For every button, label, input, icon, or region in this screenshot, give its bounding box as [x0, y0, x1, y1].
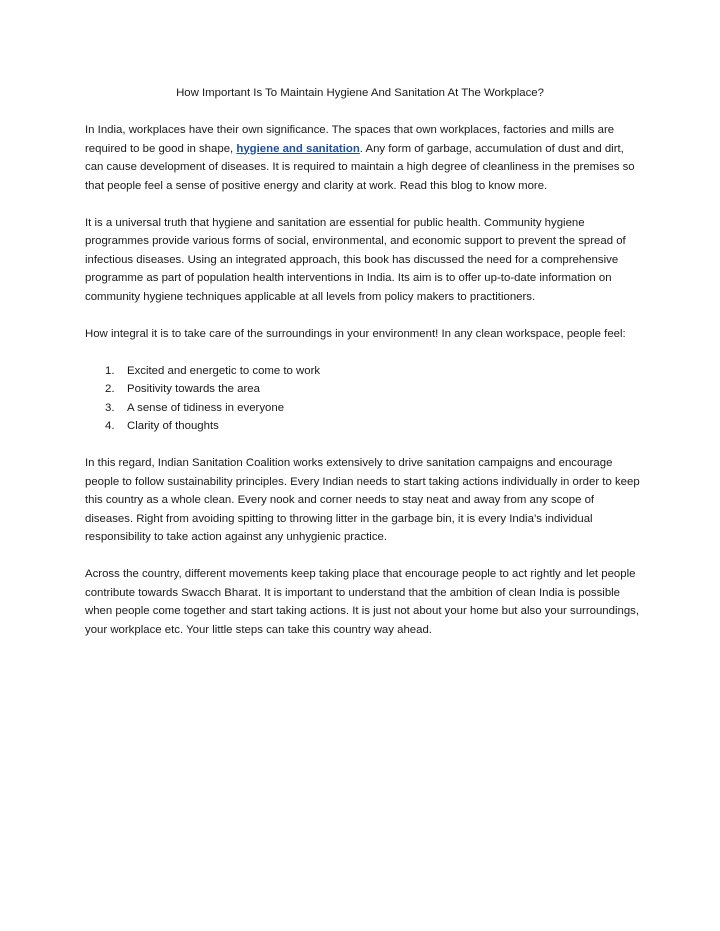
paragraph-intro-text-after: . Any form of garbage, accumulation of dust and dirt, can cause development of diseases. It is required to maintain a high degree of cleanliness in the premises so that people feel a sense of positive energy and clarity at work. Read this blog to know more.	[85, 142, 635, 192]
paragraph-intro-text-before: In India, workplaces have their own significance. The spaces that own workplaces, factories and mills are required to be good in shape,	[85, 124, 615, 155]
document-body	[85, 121, 645, 658]
list-item	[105, 399, 645, 418]
paragraph-sanitation-coalition: In this regard, Indian Sanitation Coalition works extensively to drive sanitation campaigns and encourage people to follow sustainability principles. Every Indian needs to start taking actions individually in order to keep this country as a whole clean. Every nook and corner needs to stay neat and away from any scope of diseases. Right from avoiding spitting to throwing litter in the garbage bin, it is every India’s individual responsibility to take action against any unhygienic practice.	[85, 457, 640, 543]
hygiene-sanitation-link[interactable]: hygiene and sanitation	[236, 142, 360, 155]
list-item	[105, 362, 645, 381]
page-title: How Important Is To Maintain Hygiene And Sanitation At The Workplace?	[176, 87, 544, 99]
list-item-number: 4.	[105, 420, 115, 432]
list-item	[105, 380, 645, 399]
paragraph-swacch-bharat: Across the country, different movements keep taking place that encourage people to act rightly and let people contribute towards Swacch Bharat. It is important to understand that the ambition of clean India is possible when people come together and start taking actions. It is just not about your home but also your surroundings, your workplace etc. Your little steps can take this country way ahead.	[85, 568, 640, 636]
list-item-number: 2.	[105, 383, 115, 395]
list-item-text: Clarity of thoughts	[127, 420, 219, 432]
paragraph-intro	[85, 121, 645, 195]
list-item-text: Positivity towards the area	[127, 383, 260, 395]
list-item-text: A sense of tidiness in everyone	[127, 401, 285, 414]
paragraph-surroundings: How integral it is to take care of the surroundings in your environment! In any clean workspace, people feel:	[85, 327, 626, 340]
list-item-number: 1.	[105, 364, 115, 377]
list-item-text: Excited and energetic to come to work	[127, 364, 321, 377]
list-item-number: 3.	[105, 401, 115, 414]
paragraph-public-health: It is a universal truth that hygiene and sanitation are essential for public health. Community hygiene programmes provide various forms of social, environmental, and economic support to prevent the spread of infectious diseases. Using an integrated approach, this book has discussed the need for a comprehensive programme as part of population health interventions in India. Its aim is to offer up-to-date information on community hygiene techniques applicable at all levels from policy makers to practitioners.	[85, 216, 626, 303]
list-item	[105, 417, 645, 436]
benefits-list	[85, 362, 645, 436]
